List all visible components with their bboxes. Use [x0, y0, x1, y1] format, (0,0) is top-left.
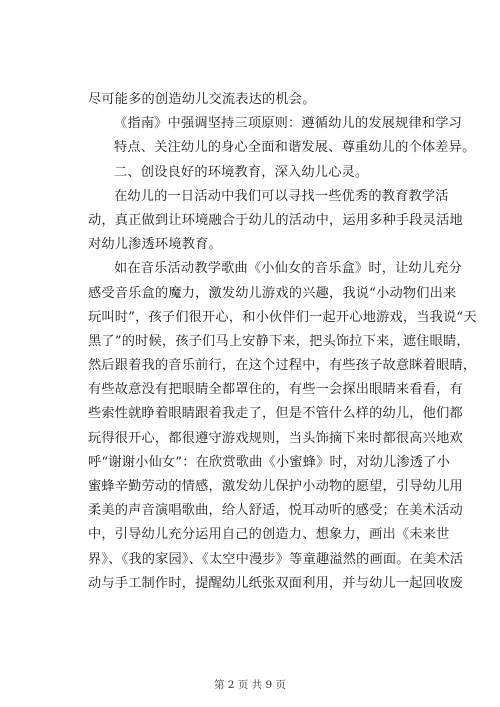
- text-line: 蜜蜂辛勤劳动的情感，激发幼儿保护小动物的愿望，引导幼儿用: [88, 479, 463, 494]
- text-line: 中，引导幼儿充分运用自己的创造力、想象力，画出《未来世: [88, 527, 450, 543]
- document-body: [88, 88, 477, 596]
- text-line: 动，真正做到让环境融合于幼儿的活动中，运用多种手段灵活地: [88, 212, 463, 228]
- text-line: 《指南》中强调坚持三项原则：遵循幼儿的发展规律和学习: [114, 116, 463, 132]
- text-line: 柔美的声音演唱歌曲，给人舒适，悦耳动听的感受；在美术活动: [88, 503, 463, 519]
- text-line: 然后跟着我的音乐前行，在这个过程中，有些孩子故意眯着眼睛，: [88, 358, 477, 374]
- text-line: 有些故意没有把眼睛全都罩住的，有些一会探出眼睛来看看，有: [88, 382, 463, 398]
- text-line: 如在音乐活动教学歌曲《小仙女的音乐盒》时，让幼儿充分: [114, 261, 463, 277]
- text-line: 动与手工制作时，提醒幼儿纸张双面利用，并与幼儿一起回收废: [88, 575, 463, 591]
- text-line: 玩叫时”，孩子们很开心，和小伙伴们一起开心地游戏，当我说“天: [88, 309, 477, 325]
- text-line: 在幼儿的一日活动中我们可以寻找一些优秀的教育教学活: [114, 188, 449, 204]
- text-line: 特点、关注幼儿的身心全面和谐发展、尊重幼儿的个体差异。: [114, 140, 476, 156]
- text-line: 呼“谢谢小仙女”：在欣赏歌曲《小蜜蜂》时，对幼儿渗透了小: [88, 454, 450, 470]
- text-line: 黑了”的时候，孩子们马上安静下来，把头饰拉下来，遮住眼睛，: [88, 333, 470, 349]
- text-line: 些索性就睁着眼睛跟着我走了，但是不管什么样的幼儿，他们都: [88, 406, 463, 422]
- text-line: 尽可能多的创造幼儿交流表达的机会。: [88, 92, 316, 107]
- text-line: 感受音乐盒的魔力，激发幼儿游戏的兴趣，我说“小动物们出来: [88, 285, 457, 301]
- text-line: 二、创设良好的环境教育，深入幼儿心灵。: [114, 164, 369, 180]
- text-line: 界》、《我的家园》、《太空中漫步》等童趣溢然的画面。在美术活: [88, 551, 464, 567]
- text-line: 对幼儿渗透环境教育。: [88, 237, 222, 253]
- page-footer: 第 2 页 共 9 页: [213, 679, 287, 691]
- text-line: 玩得很开心，都很遵守游戏规则，当头饰摘下来时都很高兴地欢: [88, 430, 463, 446]
